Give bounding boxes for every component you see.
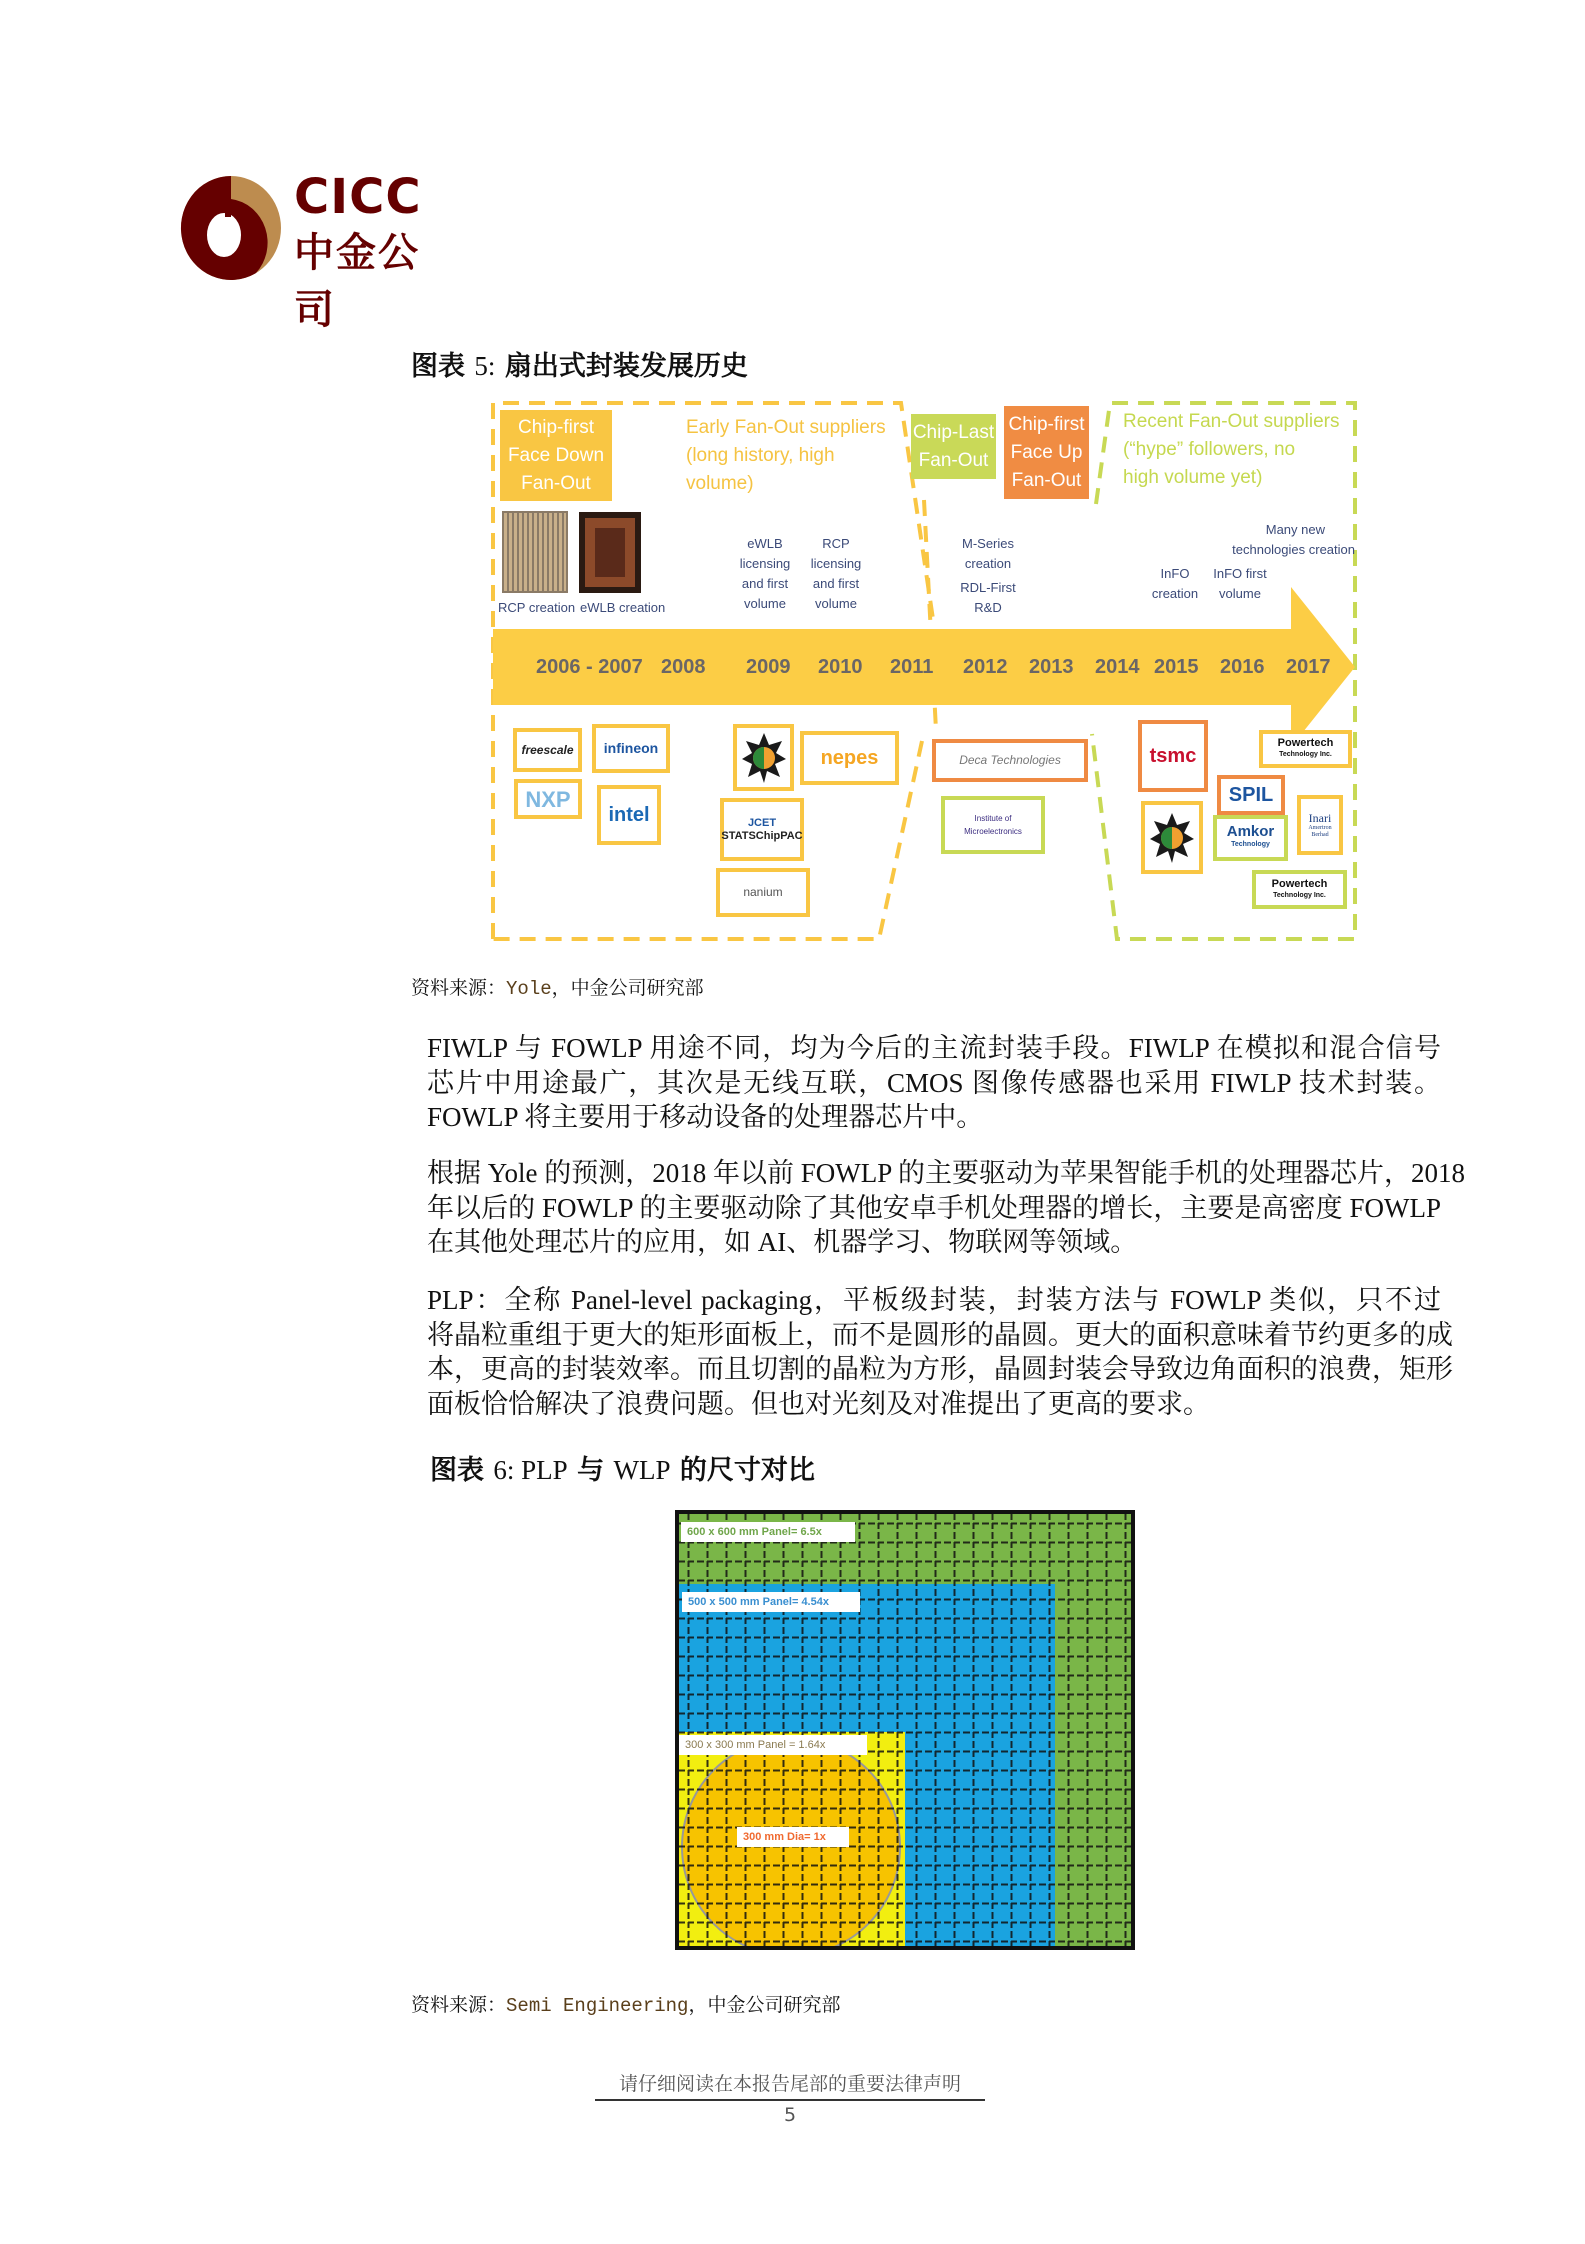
plp-wlp-size-comparison	[675, 1510, 1135, 1950]
rcp-creation-label: RCP creation	[498, 600, 576, 615]
powertech-logo: Powertech Technology Inc.	[1259, 730, 1352, 768]
chip-first-face-up-box: Chip-first Face Up Fan-Out	[1004, 406, 1089, 499]
paragraph-yole-forecast	[427, 1156, 1466, 1260]
text-line: 本，更高的封装效率。而且切割的晶粒为方形，晶圆封装会导致边角面积的浪费，矩形	[427, 1354, 1453, 1385]
text-line: PLP：全称 Panel-level packaging，平板级封装，封装方法与 FOWLP 类似，只不过	[427, 1285, 1441, 1315]
text-line: 年以后的 FOWLP 的主要驱动除了其他安卓手机处理器的增长，主要是高密度 FOWLP	[427, 1192, 1441, 1223]
legal-disclaimer-link[interactable]: 请仔细阅读在本报告尾部的重要法律声明	[595, 2069, 985, 2101]
year-label: 2006 - 2007	[536, 656, 643, 678]
infineon-logo: infineon	[592, 724, 670, 773]
starburst-icon	[1150, 813, 1194, 863]
chip-first-face-down-box: Chip-first Face Down Fan-Out	[500, 410, 612, 501]
logo-text-cn: 中金公司	[294, 230, 420, 333]
label-300mm-wafer: 300 mm Dia= 1x	[737, 1827, 849, 1847]
year-label: 2008	[661, 656, 706, 678]
nxp-logo: NXP	[514, 779, 582, 819]
label-600-panel: 600 x 600 mm Panel= 6.5x	[681, 1522, 855, 1542]
info-creation-label: InFO creation	[1151, 566, 1199, 601]
figure6-title: 图表 6: PLP 与 WLP 的尺寸对比	[430, 1455, 815, 1486]
rcp-licensing-label: RCP licensing and first volume	[810, 536, 862, 611]
freescale-logo: freescale	[513, 728, 582, 772]
figure5-title: 图表 5: 扇出式封装发展历史	[411, 351, 748, 382]
mseries-label: M-Series creation RDL-First R&D	[960, 536, 1016, 615]
year-label: 2013	[1029, 656, 1074, 678]
paragraph-fiwlp-fowlp	[427, 1031, 1441, 1135]
fanout-history-figure	[490, 400, 1357, 941]
page-number: 5	[783, 2104, 797, 2126]
cicc-logo-icon	[176, 173, 286, 283]
year-label: 2015	[1154, 656, 1199, 678]
early-suppliers-label: Early Fan-Out suppliers (long history, high volume)	[686, 417, 886, 494]
amkor-logo: Amkor Technology	[1213, 815, 1288, 861]
deca-logo: Deca Technologies	[932, 739, 1088, 782]
spil-logo: SPIL	[1217, 775, 1285, 815]
year-label: 2012	[963, 656, 1008, 678]
die-grid	[679, 1514, 1135, 1950]
text-line: FIWLP 与 FOWLP 用途不同，均为今后的主流封装手段。FIWLP 在模拟和混合信号	[427, 1033, 1441, 1063]
cicc-logo	[176, 169, 456, 333]
text-line: 根据 Yole 的预测，2018 年以前 FOWLP 的主要驱动为苹果智能手机的处理器芯片，2018	[427, 1158, 1466, 1188]
ewlb-chip-image	[579, 512, 641, 593]
text-line: FOWLP 将主要用于移动设备的处理器芯片中。	[427, 1102, 984, 1133]
rcp-chip-image	[502, 511, 568, 593]
year-label: 2009	[746, 656, 791, 678]
text-line: 将晶粒重组于更大的矩形面板上，而不是圆形的晶圆。更大的面积意味着节约更多的成	[427, 1319, 1453, 1350]
figure5-source: 资料来源：Yole，中金公司研究部	[411, 977, 704, 1000]
jcet-statschippac-logo: JCET STATSChipPAC	[720, 798, 804, 861]
paragraph-plp	[427, 1283, 1453, 1421]
ime-logo: Institute of Microelectronics	[941, 796, 1045, 854]
figure6-source: 资料来源：Semi Engineering，中金公司研究部	[411, 1994, 841, 2017]
text-line: 芯片中用途最广，其次是无线互联，CMOS 图像传感器也采用 FIWLP 技术封装。	[427, 1067, 1441, 1098]
year-label: 2016	[1220, 656, 1265, 678]
inari-logo: Inari Amertron Berhad	[1297, 795, 1343, 855]
ewlb-creation-label: eWLB creation	[580, 600, 666, 615]
year-label: 2017	[1286, 656, 1331, 678]
intel-logo: intel	[597, 785, 661, 845]
tsmc-logo: tsmc	[1138, 720, 1208, 792]
text-line: 面板恰恰解决了浪费问题。但也对光刻及对准提出了更高的要求。	[427, 1388, 1210, 1419]
text-line: 在其他处理芯片的应用，如 AI、机器学习、物联网等领域。	[427, 1227, 1138, 1258]
starburst-logo	[1141, 801, 1203, 874]
year-label: 2010	[818, 656, 863, 678]
nepes-logo: nepes	[800, 731, 899, 785]
powertech-logo: Powertech Technology Inc.	[1252, 870, 1347, 909]
label-300-panel: 300 x 300 mm Panel = 1.64x	[679, 1735, 867, 1755]
logo-text-en: CICC	[294, 169, 422, 225]
recent-suppliers-label: Recent Fan-Out suppliers (“hype” followers, no high volume yet)	[1123, 411, 1340, 488]
starburst-logo	[733, 724, 794, 791]
info-first-volume-label: InFO first volume	[1213, 566, 1267, 601]
many-new-label: Many new technologies creation	[1232, 522, 1355, 557]
year-label: 2014	[1095, 656, 1140, 678]
label-500-panel: 500 x 500 mm Panel= 4.54x	[682, 1592, 860, 1612]
year-label: 2011	[890, 656, 934, 678]
chip-last-box: Chip-Last Fan-Out	[911, 414, 996, 479]
starburst-icon	[742, 733, 786, 783]
ewlb-licensing-label: eWLB licensing and first volume	[739, 536, 791, 611]
nanium-logo: nanium	[716, 868, 810, 917]
